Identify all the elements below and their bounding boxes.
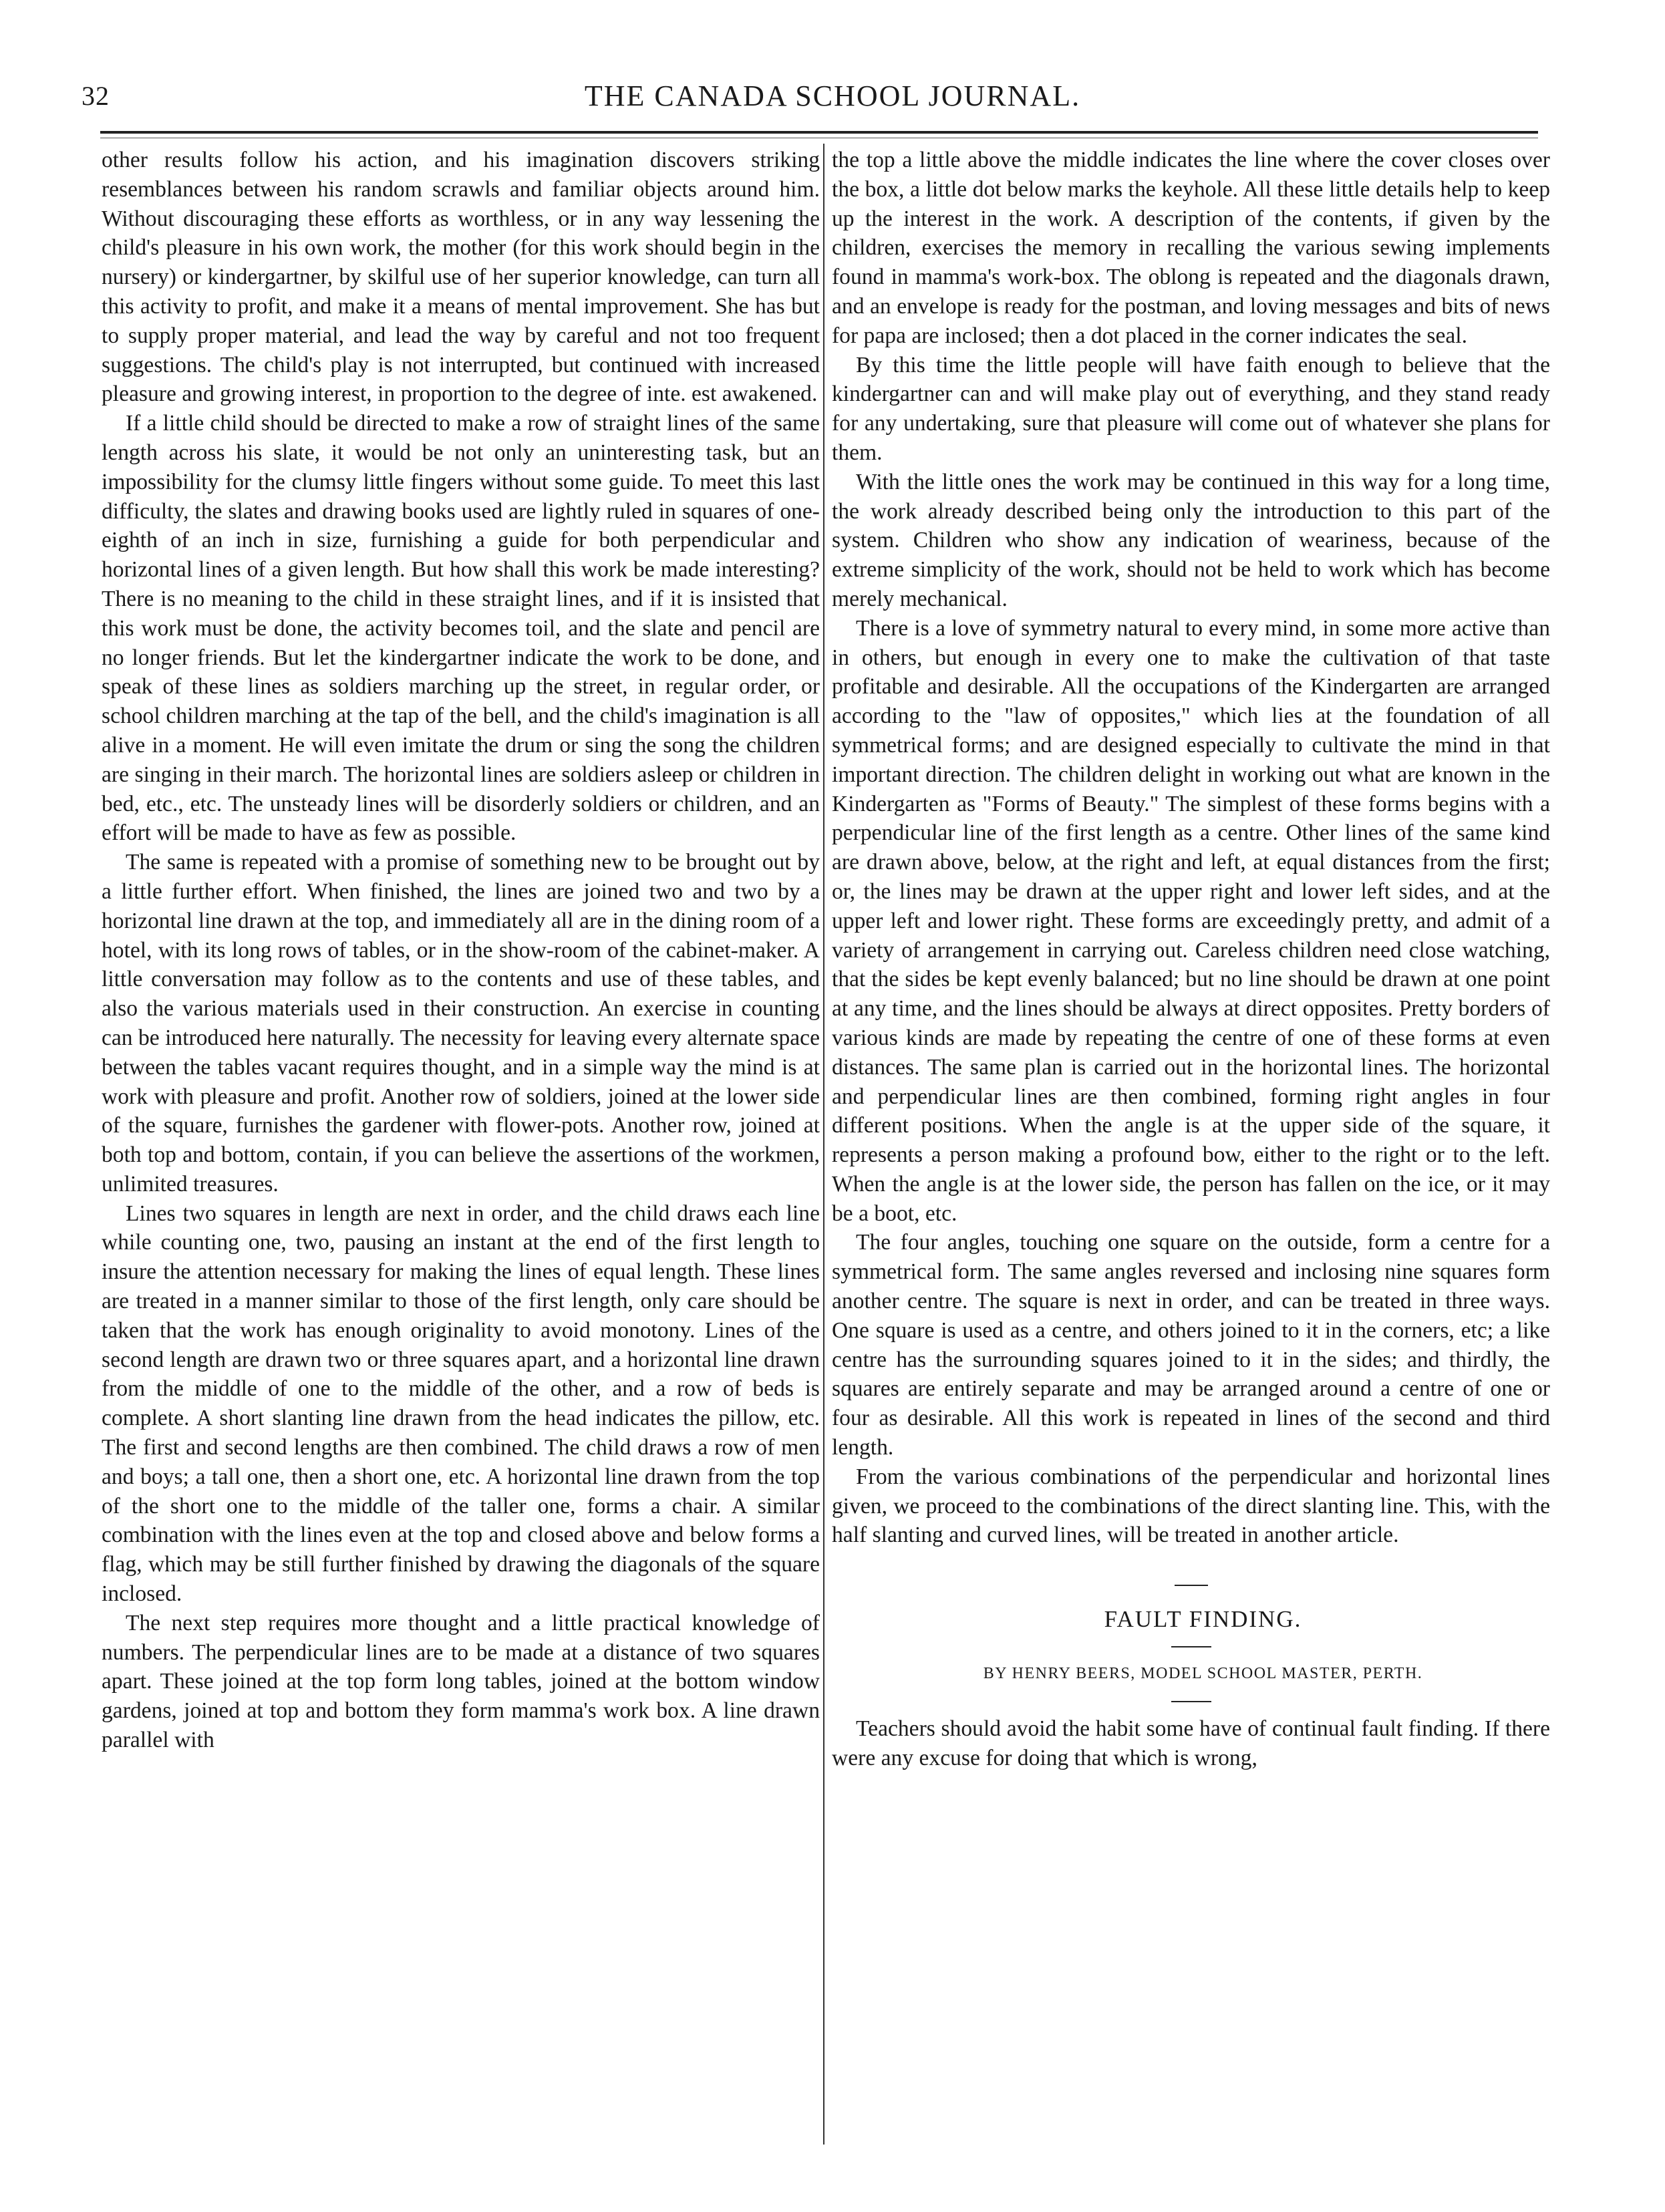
section-break-rule [1175, 1585, 1208, 1586]
paragraph: other results follow his action, and his imagination discovers striking resemblances between his random scrawls and familiar objects around him. Without discouraging these efforts as worthless, or in any way lessening the child's pleasure in his own work, the mother (for this work should begin in the nursery) or kindergartner, by skilful use of her superior knowledge, can turn all this activity to profit, and make it a means of mental improvement. She has but to supply proper material, and lead the way by careful and not too frequent suggestions. The child's play is not interrupted, but continued with increased pleasure and growing interest, in proportion to the degree of inte. est awakened. [102, 148, 820, 407]
paragraph: There is a love of symmetry natural to every mind, in some more active than in others, but enough in every one to make the cultivation of that taste profitable and desirable. All the occupations of the Kindergarten are arranged according to the "law of opposites," which lies at the foundation of all symmetrical forms; and are designed especially to cultivate the mind in that important direction. The children delight in working out what are known in the Kindergarten as "Forms of Beauty." The simplest of these forms begins with a perpendicular line of the first length as a centre. Other lines of the same kind are drawn above, below, at the right and left, at equal distances from the first; or, the lines may be drawn at the upper right and lower left sides, and at the upper left and lower right. These forms are exceedingly pretty, and admit of a variety of arrangement in carrying out. Careless children need close watching, that the sides be kept evenly balanced; but no line should be drawn at one point at any time, and the lines should be always at direct opposites. Pretty borders of various kinds are made by repeating the centre of one of these forms at even distances. The same plan is carried out in the horizontal lines. The horizontal and perpendicular lines are then combined, forming right angles in four different positions. When the angle is at the upper side of the square, it represents a person making a profound bow, either to the right or to the left. When the angle is at the lower side, the person has fallen on the ice, or it may be a boot, etc. [832, 615, 1550, 1226]
paragraph: With the little ones the work may be continued in this way for a long time, the work already described being only the introduction to this part of the system. Children who show any indication of weariness, because of the extreme simplicity of the work, should not be held to work which has become merely mechanical. [832, 469, 1550, 611]
left-column [102, 146, 820, 1755]
paragraph: the top a little above the middle indicates the line where the cover closes over the box, a little dot below marks the keyhole. All these little details help to keep up the interest in the work. A description of the contents, if given by the children, exercises the memory in recalling the various sewing implements found in mamma's work-box. The oblong is repeated and the diagonals drawn, and an envelope is ready for the postman, and loving messages and bits of news for papa are inclosed; then a dot placed in the corner indicates the seal. [832, 148, 1550, 348]
article-byline: BY HENRY BEERS, MODEL SCHOOL MASTER, PERTH. [983, 1665, 1423, 1683]
right-column [832, 146, 1550, 1772]
title-rule [1171, 1646, 1211, 1647]
paragraph: By this time the little people will have faith enough to believe that the kindergartner can and will make play out of everything, and they stand ready for any undertaking, sure that pleasure will come out of whatever she plans for them. [832, 352, 1550, 465]
paragraph: The next step requires more thought and a little practical knowledge of numbers. The perpendicular lines are to be made at a distance of two squares apart. These joined at the top form long tables, joined at the bottom window gardens, joined at top and bottom they form mamma's work box. A line drawn parallel with [102, 1610, 820, 1753]
paragraph: The four angles, touching one square on the outside, form a centre for a symmetrical form. The same angles reversed and inclosing nine squares form another centre. The square is next in order, and can be treated in three ways. One square is used as a centre, and others joined to it in the corners, etc; a like centre has the surrounding squares joined to it in the sides; and thirdly, the squares are entirely separate and may be arranged around a centre of one or four as desirable. All this work is repeated in lines of the second and third length. [832, 1230, 1550, 1460]
column-divider [823, 144, 824, 2145]
paragraph: From the various combinations of the perpendicular and horizontal lines given, we proceed to the combinations of the direct slanting line. This, with the half slanting and curved lines, will be treated in another article. [832, 1464, 1550, 1548]
paragraph: If a little child should be directed to make a row of straight lines of the same length across his slate, it would be not only an uninteresting task, but an impossibility for the clumsy little fingers without some guide. To meet this last difficulty, the slates and drawing books used are lightly ruled in squares of one-eighth of an inch in size, furnishing a guide for both perpendicular and horizontal lines of a given length. But how shall this work be made interesting? There is no meaning to the child in these straight lines, and if it is insisted that this work must be done, the activity becomes toil, and the slate and pencil are no longer friends. But let the kindergartner indicate the work to be done, and speak of these lines as soldiers marching up the street, in regular order, or school children marching at the tap of the bell, and the child's imagination is all alive in a moment. He will even imitate the drum or sing the song the children are singing in their march. The horizontal lines are soldiers asleep or children in bed, etc., etc. The unsteady lines will be disorderly soldiers or children, and an effort will be made to have as few as possible. [102, 411, 820, 846]
paragraph: Teachers should avoid the habit some have of continual fault finding. If there were any excuse for doing that which is wrong, [832, 1716, 1550, 1770]
paragraph: Lines two squares in length are next in order, and the child draws each line while counting one, two, pausing an instant at the end of the first length to insure the attention necessary for making the lines of equal length. These lines are treated in a manner similar to those of the first length, only care should be taken that the work has enough originality to avoid monotony. Lines of the second length are drawn two or three squares apart, and a horizontal line drawn from the middle of one to the middle of the other, and a row of beds is complete. A short slanting line drawn from the head indicates the pillow, etc. The first and second lengths are then combined. The child draws a row of men and boys; a tall one, then a short one, etc. A horizontal line drawn from the top of the short one to the middle of the taller one, forms a chair. A similar combination with the lines even at the top and closed above and below forms a flag, which may be still further finished by drawing the diagonals of the square inclosed. [102, 1201, 820, 1607]
paragraph: The same is repeated with a promise of something new to be brought out by a little further effort. When finished, the lines are joined two and two by a horizontal line drawn at the top, and immediately all are in the dining room of a hotel, with its long rows of tables, or in the show-room of the cabinet-maker. A little conversation may follow as to the contents and use of these tables, and also the various materials used in their construction. An exercise in counting can be introduced here naturally. The necessity for leaving every alternate space between the tables vacant requires thought, and in a simple way the mind is at work with pleasure and profit. Another row of soldiers, joined at the lower side of the square, furnishes the gardener with flower-pots. Another row, joined at both top and bottom, contain, if you can believe the assertions of the workmen, unlimited treasures. [102, 850, 820, 1197]
header-rule [100, 131, 1538, 138]
article-title: FAULT FINDING. [1104, 1606, 1302, 1633]
byline-rule [1171, 1701, 1211, 1702]
journal-title: THE CANADA SCHOOL JOURNAL. [584, 80, 1081, 112]
page-number: 32 [82, 81, 110, 111]
